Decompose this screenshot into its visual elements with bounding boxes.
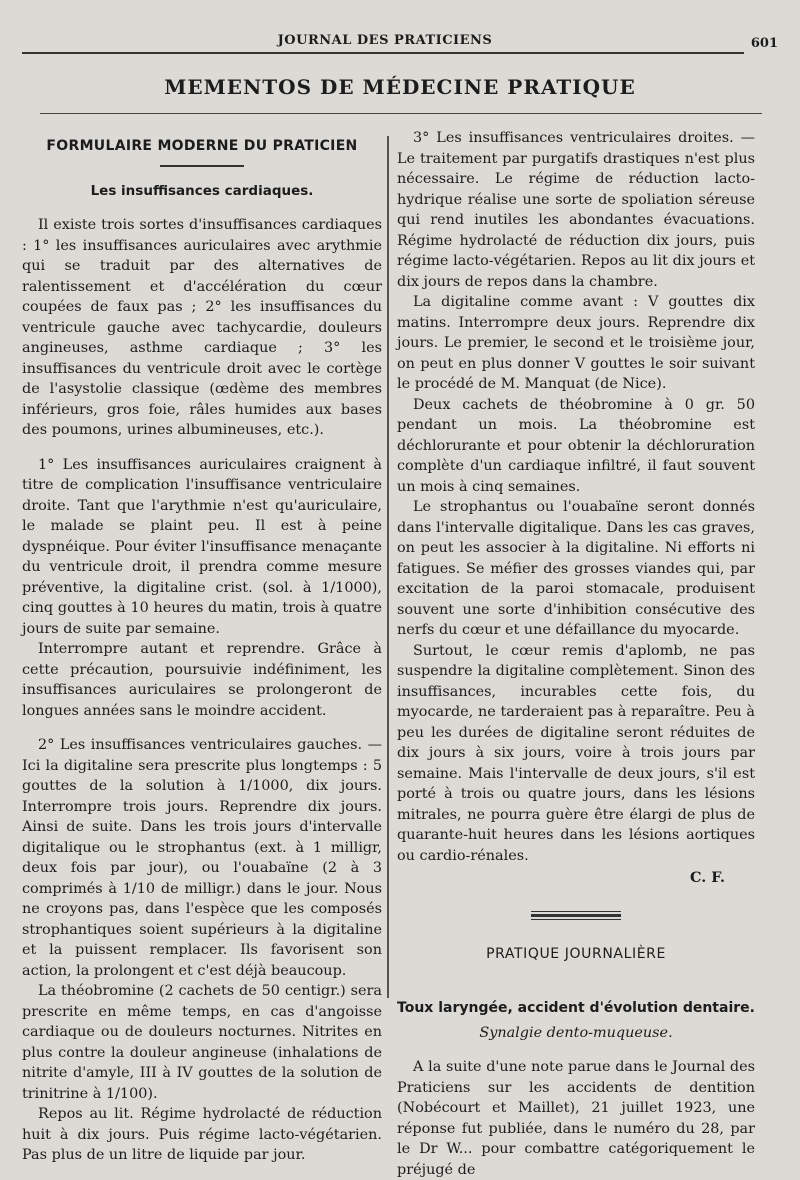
paragraph: 3° Les insuffisances ventriculaires droites. — Le traitement par purgatifs drastiques n'est plus nécessaire. Le régime de réduction lacto-hydrique réalise une sorte de spoliation séreuse qui rend inutiles les abondantes évacuations. Régime hydrolacté de réduction dix jours, puis régime lacto-végétarien. Repos au lit dix jours et dix jours de repos dans la chambre. [397, 130, 755, 290]
paragraph: Interrompre autant et reprendre. Grâce à cette précaution, poursuivie indéfiniment, les insuffisances auriculaires se prolongeront de longues années sans le moindre accident. [22, 641, 382, 719]
heading-rule [160, 165, 244, 167]
paragraph: 1° Les insuffisances auriculaires craignent à titre de complication l'insuffisance ventriculaire droite. Tant que l'arythmie n'est qu'auriculaire, le malade se plaint peu. Il est à peine dyspnéique. Pour éviter l'insuffisance menaçante du ventricule droit, il prendra comme mesure préventive, la digitaline crist. (sol. à 1/1000), cinq gouttes à 10 heures du matin, trois à quatre jours de suite par semaine. [22, 456, 382, 637]
article-subtitle: Synalgie dento-muqueuse. [479, 1024, 673, 1041]
formulaire-heading: FORMULAIRE MODERNE DU PRATICIEN [46, 138, 358, 154]
paragraph: Il existe trois sortes d'insuffisances cardiaques : 1° les insuffisances auriculaires avec arythmie qui se traduit par des alternatives de ralentissement et d'accélération du cœur coupées de faux pas ; 2° les insuffisances du ventricule gauche avec tachycardie, douleurs angineuses, asthme cardiaque ; 3° les insuffisances du ventricule droit avec le cortège de l'asystolie classique (œdème des membres inférieurs, gros foie, râles humides aux bases des poumons, urines albumineuses, etc.). [22, 217, 382, 438]
paragraph: A la suite d'une note parue dans le Journal des Praticiens sur les accidents de dentition (Nobécourt et Maillet), 21 juillet 1923, une réponse fut publiée, dans le numéro du 28, par le Dr W... pour combattre catégoriquement le préjugé de [397, 1059, 755, 1178]
section-title: MEMENTOS DE MÉDECINE PRATIQUE [164, 75, 636, 99]
paragraph: La théobromine (2 cachets de 50 centigr.) sera prescrite en même temps, en cas d'angoisse cardiaque ou de douleurs nocturnes. Nitrites en plus contre la douleur angineuse (inhalations de nitrite d'amyle, III à IV gouttes de la solution de trinitrine à 1/100). [22, 983, 382, 1102]
right-column [397, 128, 755, 1180]
paragraph: Repos au lit. Régime hydrolacté de réduction huit à dix jours. Puis régime lacto-végétarien. Pas plus de un litre de liquide par jour. [22, 1106, 382, 1163]
header-rule [22, 52, 744, 54]
column-divider [387, 136, 389, 998]
running-head [0, 33, 800, 53]
paragraph: Deux cachets de théobromine à 0 gr. 50 pendant un mois. La théobromine est déchlorurante et pour obtenir la déchloruration complète d'un cardiaque infiltré, il faut souvent un mois à cinq semaines. [397, 396, 755, 495]
paragraph: Le strophantus ou l'ouabaïne seront donnés dans l'intervalle digitalique. Dans les cas graves, on peut les associer à la digitaline. Ni efforts ni fatigues. Se méfier des grosses viandes qui, par excitation de la paroi stomacale, produisent souvent une sorte d'inhibition consécutive des nerfs du cœur et une défaillance du myocarde. [397, 499, 755, 638]
title-rule [40, 113, 762, 114]
article-title: Toux laryngée, accident d'évolution dentaire. [397, 1000, 755, 1016]
left-column [22, 128, 382, 1166]
pratique-heading: PRATIQUE JOURNALIÈRE [486, 945, 666, 962]
signature: C. F. [690, 869, 725, 886]
paragraph: Surtout, le cœur remis d'aplomb, ne pas suspendre la digitaline complètement. Sinon des insuffisances, incurables cette fois, du myocarde, ne tarderaient pas à reparaître. Peu à peu les durées de digitaline seront réduites de dix jours à six jours, voire à trois jours par semaine. Mais l'intervalle de deux jours, s'il est porté à trois ou quatre jours, dans les lésions mitrales, ne pourra guère être élargi de plus de quarante-huit heures dans les lésions aortiques ou cardio-rénales. [397, 642, 755, 864]
article-title: Les insuffisances cardiaques. [90, 182, 314, 199]
journal-title: JOURNAL DES PRATICIENS [277, 33, 493, 48]
paragraph: La digitaline comme avant : V gouttes dix matins. Interrompre deux jours. Reprendre dix jours. Le premier, le second et le troisième jour, on peut en plus donner V gouttes le soir suivant le procédé de M. Manquat (de Nice). [397, 294, 755, 392]
section-separator [531, 911, 621, 920]
page-number: 601 [750, 36, 778, 51]
paragraph: 2° Les insuffisances ventriculaires gauches. — Ici la digitaline sera prescrite plus longtemps : 5 gouttes de la solution à 1/1000, dix jours. Interrompre trois jours. Reprendre dix jours. Ainsi de suite. Dans les trois jours d'intervalle digitalique ou le strophantus (ext. à 1 milligr, deux fois par jour), ou l'ouabaïne (2 à 3 comprimés à 1/10 de milligr.) dans le jour. Nous ne croyons pas, dans l'espèce que les composés strophantiques soient supérieurs à la digitaline et la puissent remplacer. Ils favorisent son action, la prolongent et c'est déjà beaucoup. [22, 737, 382, 979]
